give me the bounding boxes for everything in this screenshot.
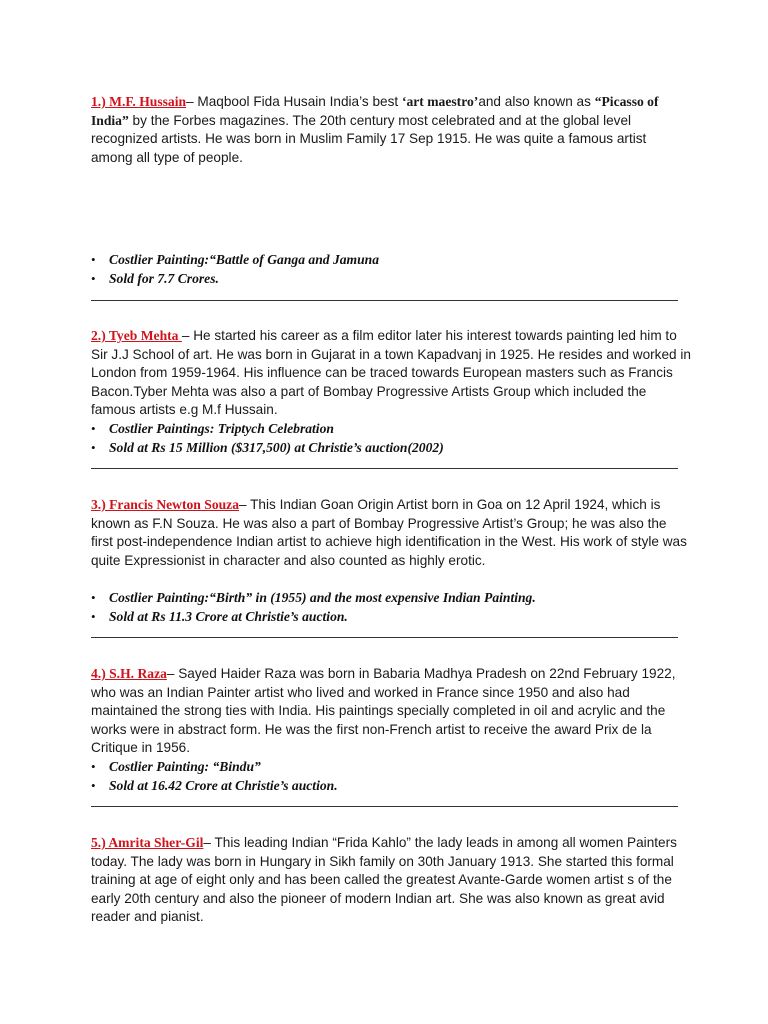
bullet-list-hussain (91, 251, 691, 288)
list-item: • Costlier Painting:“Birth” in (1955) and the most expensive Indian Painting. (91, 589, 691, 608)
artist-name-raza: 4.) S.H. Raza (91, 666, 167, 681)
bullet-list-raza (91, 758, 691, 795)
paragraph-hussain: 1.) M.F. Hussain– Maqbool Fida Husain India’s best ‘art maestro’and also known as “Picasso of India” by the Forbes magazines. The 20th century most celebrated and at the global level recognized artists. He was born in Muslim Family 17 Sep 1915. He was quite a famous artist among all type of people. (91, 94, 659, 165)
list-item: • Sold for 7.7 Crores. (91, 270, 691, 289)
artist-name-tyeb-mehta: 2.) Tyeb Mehta (91, 328, 182, 343)
paragraph-souza: 3.) Francis Newton Souza– This Indian Goan Origin Artist born in Goa on 12 April 1924, which is known as F.N Souza. He was also a part of Bombay Progressive Artist’s Group; he was also the first post-independence Indian artist to achieve high identification in the West. His work of style was quite Expressionist in character and also counted as highly erotic. (91, 497, 687, 568)
list-item: • Costlier Painting: “Bindu” (91, 758, 691, 777)
artist-name-souza: 3.) Francis Newton Souza (91, 497, 240, 512)
artist-name-sher-gil: 5.) Amrita Sher-Gil (91, 835, 204, 850)
list-item: • Sold at Rs 15 Million ($317,500) at Christie’s auction(2002) (91, 439, 691, 458)
bullet-list-tyeb-mehta (91, 420, 691, 457)
artist-name-hussain: 1.) M.F. Hussain (91, 94, 187, 109)
list-item: • Sold at Rs 11.3 Crore at Christie’s auction. (91, 608, 691, 627)
bullet-list-souza (91, 589, 691, 626)
divider (91, 300, 678, 301)
divider (91, 468, 678, 469)
divider (91, 637, 678, 638)
paragraph-raza: 4.) S.H. Raza– Sayed Haider Raza was born in Babaria Madhya Pradesh on 22nd February 1922, who was an Indian Painter artist who lived and worked in France since 1950 and also had maintained the strong ties with India. His paintings specially completed in oil and acrylic and the works were in abstract form. He was the first non-French artist to receive the award Prix de la Critique in 1956. (91, 666, 676, 756)
divider (91, 806, 678, 807)
list-item: • Costlier Paintings: Triptych Celebration (91, 420, 691, 439)
list-item: • Sold at 16.42 Crore at Christie’s auction. (91, 777, 691, 796)
paragraph-sher-gil: 5.) Amrita Sher-Gil– This leading Indian “Frida Kahlo” the lady leads in among all women Painters today. The lady was born in Hungary in Sikh family on 30th January 1913. She started this formal training at age of eight only and has been called the greatest Avante-Garde women artist s of the early 20th century and also the pioneer of modern Indian art. She was also known as great avid reader and pianist. (91, 835, 677, 925)
paragraph-tyeb-mehta: 2.) Tyeb Mehta – He started his career as a film editor later his interest towards painting led him to Sir J.J School of art. He was born in Gujarat in a town Kapadvanj in 1925. He resides and worked in London from 1959-1964. His influence can be traced towards European masters such as Francis Bacon.Tyber Mehta was also a part of Bombay Progressive Artists Group which included the famous artists e.g M.f Hussain. (91, 328, 691, 418)
list-item: • Costlier Painting:“Battle of Ganga and Jamuna (91, 251, 691, 270)
